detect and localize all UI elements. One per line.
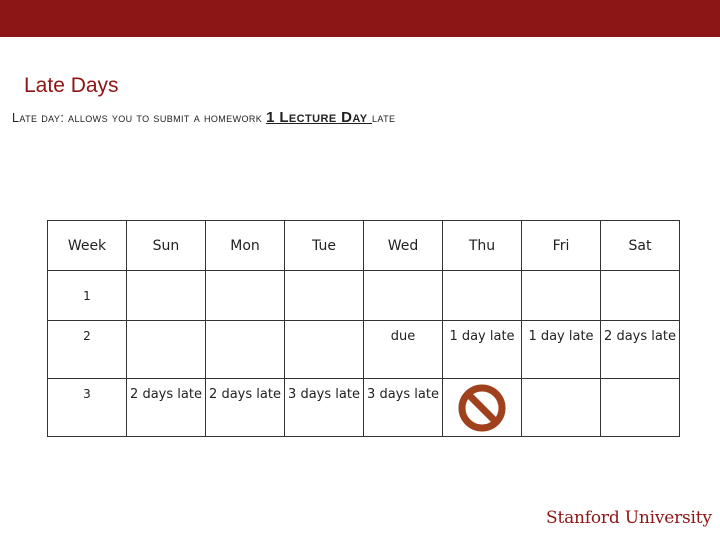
day-cell	[364, 271, 443, 321]
col-header-sat: Sat	[601, 221, 680, 271]
day-cell-prohibited	[443, 379, 522, 437]
day-cell-late: 1 day late	[443, 321, 522, 379]
late-days-calendar	[47, 220, 680, 437]
slide-subtitle	[12, 109, 395, 126]
day-cell	[522, 271, 601, 321]
subtitle-colon: :	[60, 111, 65, 125]
week-number: 3	[48, 379, 127, 437]
day-cell	[206, 321, 285, 379]
day-cell	[601, 271, 680, 321]
subtitle-end: late	[372, 111, 396, 125]
day-cell-late: 2 days late	[206, 379, 285, 437]
table-row	[48, 379, 680, 437]
day-cell-late: 2 days late	[601, 321, 680, 379]
col-header-fri: Fri	[522, 221, 601, 271]
day-cell	[443, 271, 522, 321]
header-bar	[0, 0, 720, 37]
no-entry-icon	[458, 384, 506, 432]
day-cell	[127, 271, 206, 321]
subtitle-label: Late day	[12, 111, 61, 125]
stanford-logo: Stanford University	[546, 508, 712, 528]
subtitle-text: allows you to submit a homework	[64, 111, 267, 125]
week-number: 1	[48, 271, 127, 321]
day-cell-due: due	[364, 321, 443, 379]
table-row	[48, 321, 680, 379]
subtitle-emphasis: 1 Lecture Day	[266, 109, 372, 126]
header-row	[48, 221, 680, 271]
col-header-thu: Thu	[443, 221, 522, 271]
day-cell-late: 3 days late	[364, 379, 443, 437]
day-cell-late: 2 days late	[127, 379, 206, 437]
day-cell	[127, 321, 206, 379]
table-row	[48, 271, 680, 321]
day-cell-late: 1 day late	[522, 321, 601, 379]
day-cell	[601, 379, 680, 437]
col-header-mon: Mon	[206, 221, 285, 271]
col-header-tue: Tue	[285, 221, 364, 271]
day-cell	[522, 379, 601, 437]
col-header-sun: Sun	[127, 221, 206, 271]
slide-title: Late Days	[24, 74, 119, 97]
col-header-week: Week	[48, 221, 127, 271]
day-cell	[206, 271, 285, 321]
week-number: 2	[48, 321, 127, 379]
day-cell	[285, 321, 364, 379]
col-header-wed: Wed	[364, 221, 443, 271]
day-cell-late: 3 days late	[285, 379, 364, 437]
day-cell	[285, 271, 364, 321]
